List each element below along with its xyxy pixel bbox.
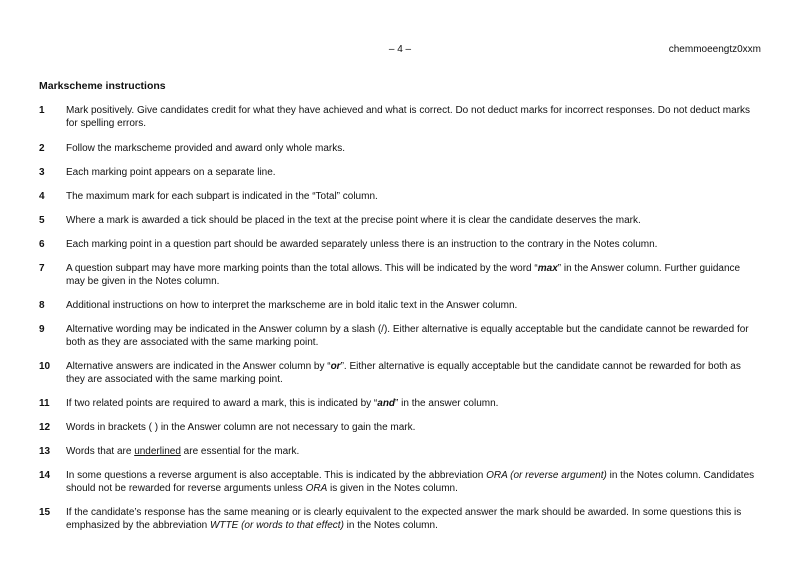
item-number: 13 bbox=[39, 446, 51, 457]
item-text: Words in brackets ( ) in the Answer column are not necessary to gain the mark. bbox=[66, 422, 416, 433]
instruction-item-9 bbox=[39, 323, 761, 349]
item-text: If the candidate’s response has the same meaning or is clearly equivalent to the expected answer the mark should be awarded. In some questions this is emphasized by the abbreviation WTTE (or words to that effect) in the Notes column. bbox=[66, 507, 742, 531]
item-number: 10 bbox=[39, 361, 51, 372]
item-number: 15 bbox=[39, 507, 51, 518]
item-number: 4 bbox=[39, 191, 45, 202]
instruction-item-15 bbox=[39, 506, 761, 532]
instruction-item-10 bbox=[39, 360, 761, 386]
item-text: Alternative wording may be indicated in the Answer column by a slash (/). Either alternative is equally acceptable but the candidate cannot be rewarded for both as they are associated with the same marking point. bbox=[66, 324, 749, 348]
instruction-item-3 bbox=[39, 166, 761, 179]
instruction-item-13 bbox=[39, 445, 761, 458]
item-number: 8 bbox=[39, 300, 45, 311]
item-text: Follow the markscheme provided and award only whole marks. bbox=[66, 143, 346, 154]
instruction-item-8 bbox=[39, 299, 761, 312]
item-text: Words that are underlined are essential for the mark. bbox=[66, 446, 300, 457]
item-number: 9 bbox=[39, 324, 45, 335]
item-text: Mark positively. Give candidates credit for what they have achieved and what is correct. Do not deduct marks for incorrect responses. Do not deduct marks for spelling errors. bbox=[66, 105, 751, 129]
item-number: 5 bbox=[39, 215, 45, 226]
instruction-item-6 bbox=[39, 238, 761, 251]
instruction-item-4 bbox=[39, 190, 761, 203]
instruction-item-1 bbox=[39, 104, 761, 130]
page-number: – 4 – bbox=[388, 44, 412, 55]
item-text: A question subpart may have more marking points than the total allows. This will be indicated by the word “max” in the Answer column. Further guidance may be given in the Notes column. bbox=[66, 263, 741, 287]
item-number: 3 bbox=[39, 167, 45, 178]
item-text: Alternative answers are indicated in the Answer column by “or”. Either alternative is equally acceptable but the candidate cannot be rewarded for both as they are associated with the same marking point. bbox=[66, 361, 741, 385]
item-text: If two related points are required to award a mark, this is indicated by “and” in the answer column. bbox=[66, 398, 499, 409]
item-text: Where a mark is awarded a tick should be placed in the text at the precise point where it is clear the candidate deserves the mark. bbox=[66, 215, 641, 226]
instruction-item-12 bbox=[39, 421, 761, 434]
item-number: 1 bbox=[39, 105, 45, 116]
item-number: 14 bbox=[39, 470, 51, 481]
item-number: 7 bbox=[39, 263, 45, 274]
instruction-item-14 bbox=[39, 469, 761, 495]
item-text: Additional instructions on how to interpret the markscheme are in bold italic text in the Answer column. bbox=[66, 300, 518, 311]
item-text: The maximum mark for each subpart is indicated in the “Total” column. bbox=[66, 191, 378, 202]
item-number: 12 bbox=[39, 422, 51, 433]
emphasis-or: or bbox=[330, 361, 341, 372]
doc-code: chemmoeengtz0xxm bbox=[668, 44, 761, 55]
instruction-item-11 bbox=[39, 397, 761, 410]
emphasis-max: max bbox=[537, 263, 558, 274]
item-number: 6 bbox=[39, 239, 45, 250]
item-number: 2 bbox=[39, 143, 45, 154]
item-text: Each marking point appears on a separate line. bbox=[66, 167, 276, 178]
underlined-word: underlined bbox=[134, 446, 181, 457]
emphasis-and: and bbox=[377, 398, 396, 409]
section-title: Markscheme instructions bbox=[39, 80, 166, 92]
item-text: In some questions a reverse argument is also acceptable. This is indicated by the abbreviation ORA (or reverse argument) in the Notes column. Candidates should not be rewarded for reverse arguments unless ORA is given in the Notes column. bbox=[66, 470, 755, 494]
instruction-item-5 bbox=[39, 214, 761, 227]
instruction-item-7 bbox=[39, 262, 761, 288]
item-text: Each marking point in a question part should be awarded separately unless there is an instruction to the contrary in the Notes column. bbox=[66, 239, 658, 250]
instruction-item-2 bbox=[39, 142, 761, 155]
item-number: 11 bbox=[39, 398, 50, 409]
